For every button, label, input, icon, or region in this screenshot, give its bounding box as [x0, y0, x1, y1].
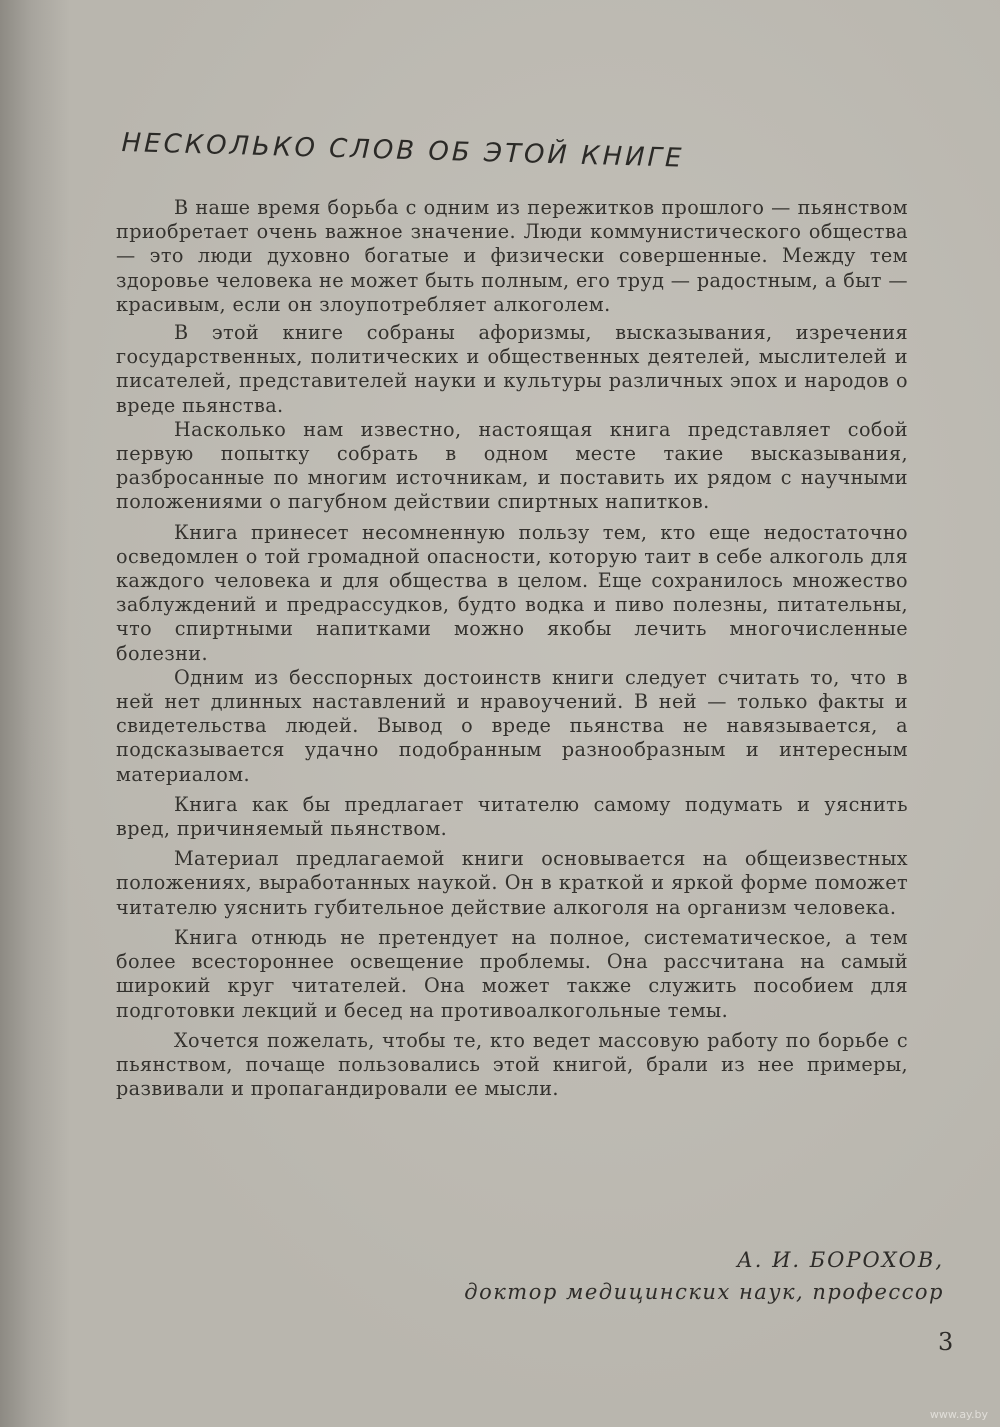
paragraph: Материал предлагаемой книги основывается на общеизвестных положениях, выработанных наукой. Он в краткой и яркой форме поможет читателю уяснить губительное действие алкоголя на организм человека.	[116, 847, 908, 919]
page-number: 3	[938, 1328, 954, 1356]
author-title: доктор медицинских наук, профессор	[464, 1280, 944, 1304]
paragraph: Насколько нам известно, настоящая книга представляет собой первую попытку собрать в одном месте такие высказывания, разбросанные по многим источникам, и поставить их рядом с научными положениями о пагубном действии спиртных напитков.	[116, 417, 908, 514]
paragraph: В этой книге собраны афоризмы, высказывания, изречения государственных, политических и общественных деятелей, мыслителей и писателей, представителей науки и культуры различных эпох и народов о вреде пьянства.	[116, 321, 908, 417]
paragraph: Одним из бесспорных достоинств книги следует считать то, что в ней нет длинных наставлений и нравоучений. В ней — только факты и свидетельства людей. Вывод о вреде пьянства не навязывается, а подсказывается удачно подобранным разнообразным и интересным материалом.	[116, 665, 908, 786]
author-name: А. И. БОРОХОВ,	[736, 1248, 944, 1272]
paragraph: Хочется пожелать, чтобы те, кто ведет массовую работу по борьбе с пьянством, почаще пользовались этой книгой, брали из нее примеры, развивали и пропагандировали ее мысли.	[116, 1028, 908, 1101]
paragraph: В наше время борьба с одним из пережитков прошлого — пьянством приобретает очень важное значение. Люди коммунистического общества — это люди духовно богатые и физически совершенные. Между тем здоровье человека не может быть полным, его труд — радостным, а быт — красивым, если он злоупотребляет алкоголем.	[116, 196, 908, 316]
chapter-heading: НЕСКОЛЬКО СЛОВ ОБ ЭТОЙ КНИГЕ	[121, 128, 685, 174]
paragraph: Книга отнюдь не претендует на полное, систематическое, а тем более всестороннее освещение проблемы. Она рассчитана на самый широкий круг читателей. Она может также служить пособием для подготовки лекций и бесед на противоалкогольные темы.	[116, 925, 908, 1022]
body-text	[116, 196, 908, 1101]
paragraph: Книга как бы предлагает читателю самому подумать и уяснить вред, причиняемый пьянством.	[116, 792, 908, 841]
paragraph: Книга принесет несомненную пользу тем, кто еще недостаточно осведомлен о той громадной опасности, которую таит в себе алкоголь для каждого человека и для общества в целом. Еще сохранилось множество заблуждений и предрассудков, будто водка и пиво полезны, питательны, что спиртными напитками можно якобы лечить многочисленные болезни.	[116, 520, 908, 665]
watermark: www.ay.by	[929, 1408, 988, 1421]
author-signature	[464, 1244, 944, 1308]
